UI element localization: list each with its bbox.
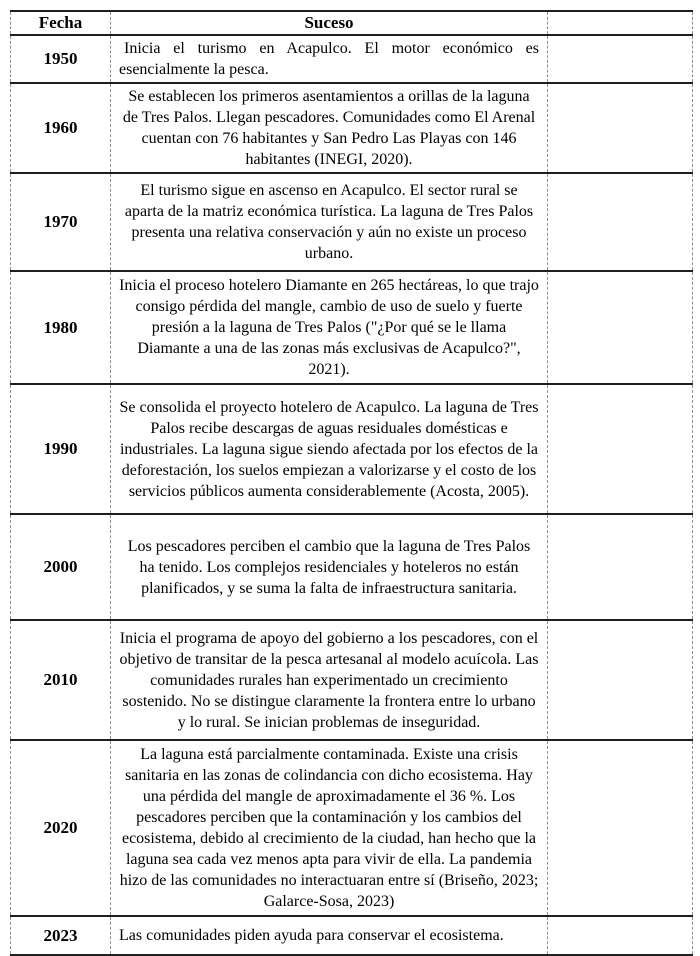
event-cell: Se consolida el proyecto hotelero de Acapulco. La laguna de Tres Palos recibe descargas de aguas residuales domésticas e industriales. La laguna sigue siendo afectada por los efectos de la deforestación, los suelos empiezan a valorizarse y el costo de los servicios públicos aumenta considerablemente (Acosta, 2005). [111, 384, 548, 514]
table-row [11, 514, 693, 620]
extra-cell [548, 384, 693, 514]
event-cell: Inicia el proceso hotelero Diamante en 265 hectáreas, lo que trajo consigo pérdida del mangle, cambio de uso de suelo y fuerte presión a la laguna de Tres Palos ("¿Por qué se le llama Diamante a una de las zonas más exclusivas de Acapulco?", 2021). [111, 271, 548, 384]
table-row [11, 740, 693, 916]
event-cell: Se establecen los primeros asentamientos a orillas de la laguna de Tres Palos. Llegan pescadores. Comunidades como El Arenal cuentan con 76 habitantes y San Pedro Las Playas con 146 habitantes (INEGI, 2020). [111, 83, 548, 173]
table-row [11, 916, 693, 955]
year-cell: 1980 [11, 271, 111, 384]
event-cell: Inicia el programa de apoyo del gobierno a los pescadores, con el objetivo de transitar de la pesca artesanal al modelo acuícola. Las comunidades rurales han experimentado un crecimiento sostenido. No se distingue claramente la frontera entre lo urbano y lo rural. Se inician problemas de inseguridad. [111, 620, 548, 740]
extra-cell [548, 83, 693, 173]
extra-cell [548, 271, 693, 384]
event-cell: Inicia el turismo en Acapulco. El motor económico es esencialmente la pesca. [111, 35, 548, 83]
event-cell: Las comunidades piden ayuda para conservar el ecosistema. [111, 916, 548, 955]
year-cell: 1960 [11, 83, 111, 173]
extra-cell [548, 916, 693, 955]
extra-cell [548, 620, 693, 740]
year-cell: 2000 [11, 514, 111, 620]
table-row [11, 271, 693, 384]
header-row [11, 11, 693, 35]
event-cell: Los pescadores perciben el cambio que la laguna de Tres Palos ha tenido. Los complejos residenciales y hoteleros no están planificados, y se suma la falta de infraestructura sanitaria. [111, 514, 548, 620]
header-fecha: Fecha [11, 11, 111, 35]
table-row [11, 620, 693, 740]
extra-cell [548, 35, 693, 83]
year-cell: 1990 [11, 384, 111, 514]
table-row [11, 83, 693, 173]
table-row [11, 173, 693, 271]
extra-cell [548, 740, 693, 916]
header-extra [548, 11, 693, 35]
extra-cell [548, 173, 693, 271]
year-cell: 1970 [11, 173, 111, 271]
year-cell: 2023 [11, 916, 111, 955]
header-suceso: Suceso [111, 11, 548, 35]
year-cell: 2010 [11, 620, 111, 740]
event-cell: El turismo sigue en ascenso en Acapulco. El sector rural se aparta de la matriz económica turística. La laguna de Tres Palos presenta una relativa conservación y aún no existe un proceso urbano. [111, 173, 548, 271]
event-cell: La laguna está parcialmente contaminada. Existe una crisis sanitaria en las zonas de colindancia con dicho ecosistema. Hay una pérdida del mangle de aproximadamente el 36 %. Los pescadores perciben que la contaminación y los cambios del ecosistema, debido al crecimiento de la ciudad, han hecho que la laguna sea cada vez menos apta para vivir de ella. La pandemia hizo de las comunidades no interactuaran entre sí (Briseño, 2023; Galarce-Sosa, 2023) [111, 740, 548, 916]
year-cell: 2020 [11, 740, 111, 916]
extra-cell [548, 514, 693, 620]
table-row [11, 35, 693, 83]
table-row [11, 384, 693, 514]
year-cell: 1950 [11, 35, 111, 83]
timeline-table [10, 10, 693, 956]
